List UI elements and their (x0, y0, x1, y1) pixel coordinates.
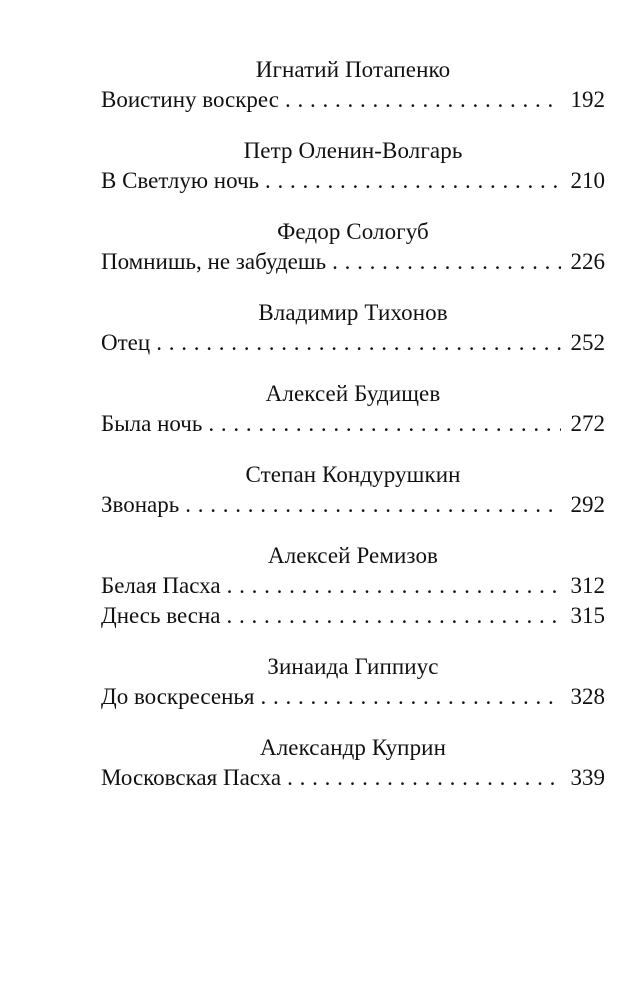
dot-leader (156, 328, 561, 358)
entry-title: Отец (101, 330, 151, 355)
toc-section (101, 733, 605, 793)
dot-leader (265, 166, 561, 196)
author-name: Федор Сологуб (277, 219, 429, 244)
author-name: Игнатий Потапенко (255, 57, 451, 82)
toc-section (101, 217, 605, 277)
page-number: 226 (570, 249, 605, 274)
entry-title: До воскресенья (101, 684, 255, 709)
toc-entry[interactable] (101, 490, 605, 520)
page-number: 312 (570, 573, 605, 598)
dot-leader (226, 601, 561, 631)
dot-leader (185, 490, 561, 520)
author-name: Алексей Ремизов (267, 543, 439, 568)
toc-entry[interactable] (101, 571, 605, 601)
toc-entry[interactable] (101, 763, 605, 793)
toc-entry[interactable] (101, 247, 605, 277)
toc-section (101, 136, 605, 196)
entry-title: Днесь весна (101, 603, 221, 628)
toc-section (101, 652, 605, 712)
entry-title: Помнишь, не забудешь (101, 249, 327, 274)
author-name: Степан Кондурушкин (245, 462, 461, 487)
page-number: 192 (570, 87, 605, 112)
author-name: Алексей Будищев (265, 381, 441, 406)
toc-entry[interactable] (101, 409, 605, 439)
dot-leader (285, 85, 561, 115)
entry-title: Звонарь (101, 492, 180, 517)
dot-leader (287, 763, 561, 793)
toc-entry[interactable] (101, 328, 605, 358)
author-name: Александр Куприн (260, 735, 446, 760)
entry-title: Белая Пасха (101, 573, 221, 598)
author-name: Владимир Тихонов (258, 300, 448, 325)
toc-section (101, 541, 605, 631)
toc-entry[interactable] (101, 166, 605, 196)
dot-leader (260, 682, 561, 712)
author-name: Зинаида Гиппиус (267, 654, 439, 679)
author-name: Петр Оленин-Волгарь (243, 138, 463, 163)
toc-section (101, 55, 605, 115)
page-number: 292 (570, 492, 605, 517)
toc-entry[interactable] (101, 682, 605, 712)
toc-section (101, 379, 605, 439)
entry-title: Была ночь (101, 411, 203, 436)
toc-entry[interactable] (101, 601, 605, 631)
entry-title: В Светлую ночь (101, 168, 260, 193)
page-number: 339 (570, 765, 605, 790)
page-number: 315 (570, 603, 605, 628)
page-number: 210 (570, 168, 605, 193)
toc-section (101, 460, 605, 520)
toc-section (101, 298, 605, 358)
dot-leader (227, 571, 561, 601)
dot-leader (208, 409, 561, 439)
dot-leader (332, 247, 561, 277)
toc-entry[interactable] (101, 85, 605, 115)
table-of-contents (101, 55, 605, 814)
entry-title: Воистину воскрес (101, 87, 279, 112)
page-number: 252 (570, 330, 605, 355)
page-number: 272 (570, 411, 605, 436)
entry-title: Московская Пасха (101, 765, 282, 790)
page-number: 328 (570, 684, 605, 709)
